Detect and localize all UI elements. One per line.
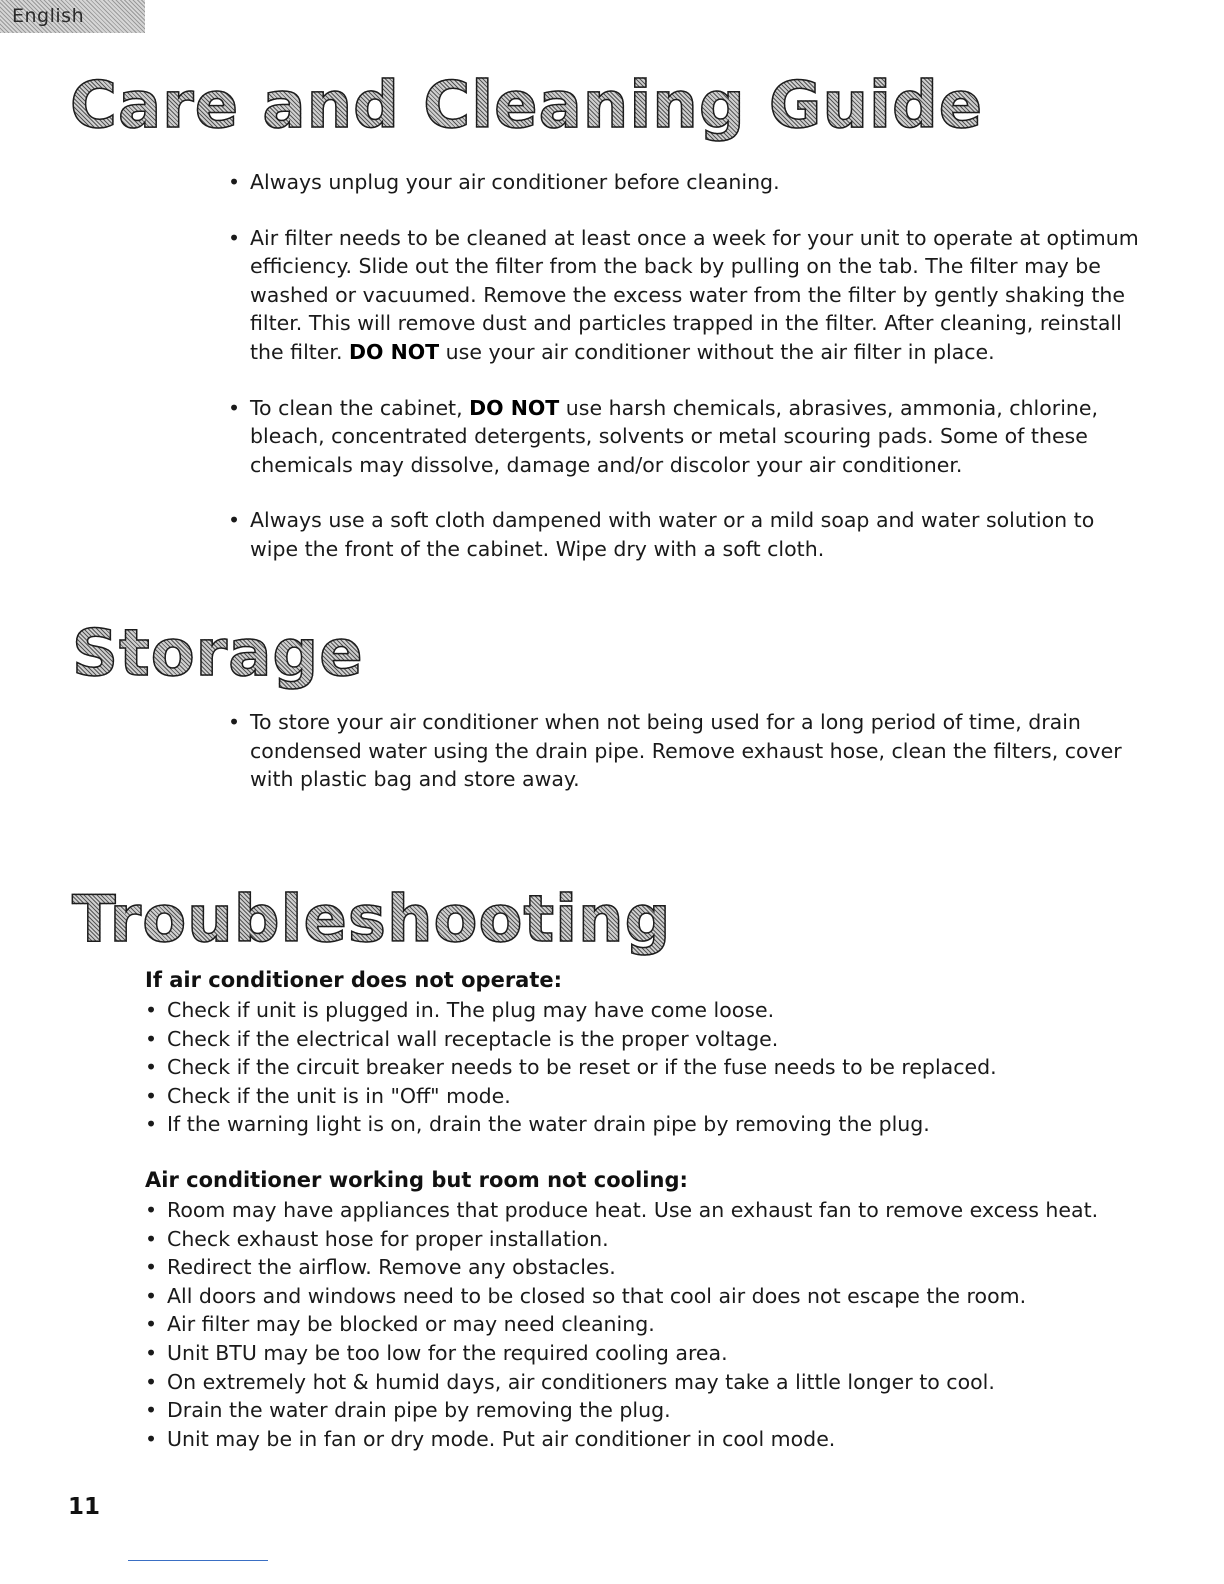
list-item: • Unit BTU may be too low for the required cooling area. bbox=[145, 1339, 1145, 1368]
list-item: • Air filter may be blocked or may need cleaning. bbox=[145, 1310, 1145, 1339]
list-item: • Check if the electrical wall receptacle is the proper voltage. bbox=[145, 1025, 1145, 1054]
subsection-heading-not-cooling: Air conditioner working but room not cooling: bbox=[145, 1168, 688, 1192]
item-text: use harsh chemicals, abrasives, ammonia, chlorine, bleach, concentrated detergents, solvents or metal scouring pads. Some of these chemicals may dissolve, damage and/or discolor your air conditioner. bbox=[250, 395, 1099, 477]
not-operate-list bbox=[145, 996, 1145, 1139]
list-item: • All doors and windows need to be closed so that cool air does not escape the room. bbox=[145, 1282, 1145, 1311]
warning-emphasis: DO NOT bbox=[349, 339, 440, 364]
storage-heading: Storage bbox=[72, 614, 364, 694]
list-item bbox=[228, 394, 1148, 480]
language-tab: English bbox=[0, 0, 145, 33]
list-item: • Check exhaust hose for proper installation. bbox=[145, 1225, 1145, 1254]
page-number: 11 bbox=[68, 1494, 101, 1520]
troubleshooting-heading: Troubleshooting bbox=[72, 880, 671, 960]
footer-rule bbox=[128, 1560, 268, 1561]
list-item: • Redirect the airflow. Remove any obstacles. bbox=[145, 1253, 1145, 1282]
item-text: use your air conditioner without the air filter in place. bbox=[439, 339, 995, 364]
list-item: • Room may have appliances that produce heat. Use an exhaust fan to remove excess heat. bbox=[145, 1196, 1145, 1225]
list-item: • Check if the circuit breaker needs to be reset or if the fuse needs to be replaced. bbox=[145, 1053, 1145, 1082]
list-item: • Unit may be in fan or dry mode. Put air conditioner in cool mode. bbox=[145, 1425, 1145, 1454]
list-item: • Always unplug your air conditioner before cleaning. bbox=[228, 168, 1148, 197]
not-cooling-list bbox=[145, 1196, 1145, 1453]
warning-emphasis: DO NOT bbox=[469, 395, 560, 420]
list-item: • To store your air conditioner when not being used for a long period of time, drain condensed water using the drain pipe. Remove exhaust hose, clean the filters, cover with plastic bag and store away. bbox=[228, 708, 1148, 794]
care-list bbox=[228, 168, 1148, 591]
storage-list bbox=[228, 708, 1148, 794]
list-item: • Drain the water drain pipe by removing the plug. bbox=[145, 1396, 1145, 1425]
care-cleaning-heading: Care and Cleaning Guide bbox=[70, 66, 983, 146]
list-item: • Check if the unit is in "Off" mode. bbox=[145, 1082, 1145, 1111]
list-item bbox=[228, 224, 1148, 367]
item-text: Air filter needs to be cleaned at least once a week for your unit to operate at optimum efficiency. Slide out the filter from the back by pulling on the tab. The filter may be washed or vacuumed. Remove the excess water from the filter by gently shaking the filter. This will remove dust and particles trapped in the filter. After cleaning, reinstall the filter. bbox=[250, 225, 1139, 364]
list-item: • Always use a soft cloth dampened with water or a mild soap and water solution to wipe the front of the cabinet. Wipe dry with a soft cloth. bbox=[228, 506, 1148, 563]
item-text: To clean the cabinet, bbox=[250, 395, 470, 420]
list-item: • Check if unit is plugged in. The plug may have come loose. bbox=[145, 996, 1145, 1025]
subsection-heading-not-operate: If air conditioner does not operate: bbox=[145, 968, 563, 992]
list-item: • If the warning light is on, drain the water drain pipe by removing the plug. bbox=[145, 1110, 1145, 1139]
list-item: • On extremely hot & humid days, air conditioners may take a little longer to cool. bbox=[145, 1368, 1145, 1397]
